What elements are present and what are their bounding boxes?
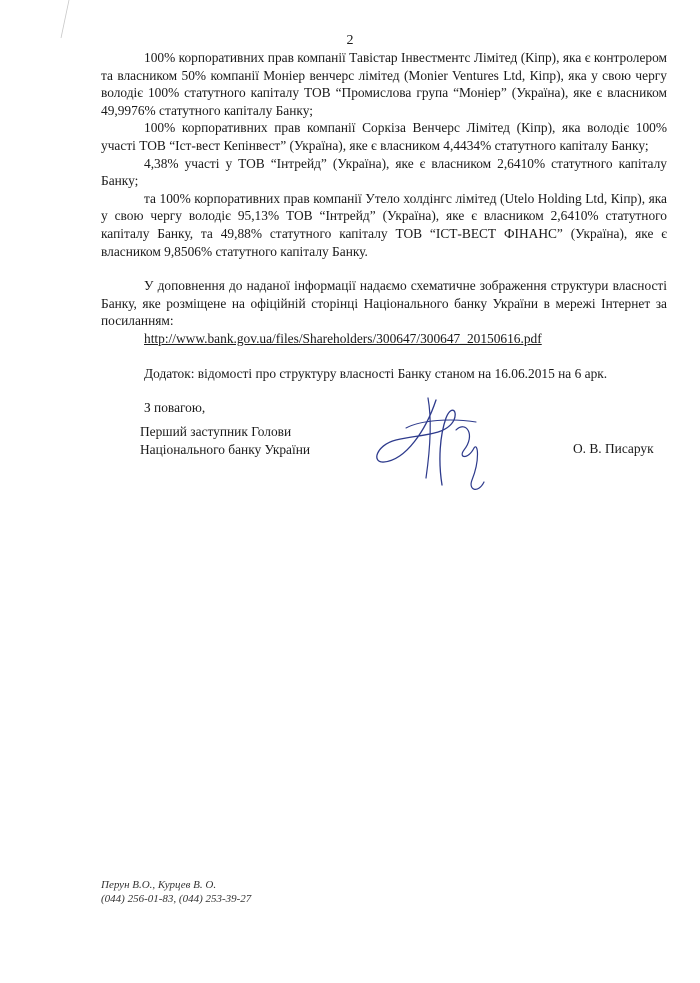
signatory-position-line-2: Національного банку України <box>140 442 311 457</box>
info-paragraph: У доповнення до наданої інформації надаємо схематичне зображення структури власності Банку, яке розміщене на офіційній сторінці Національного банку України в мережі Інтернет за посиланням: <box>101 278 667 329</box>
attachment-note: Додаток: відомості про структуру власності Банку станом на 16.06.2015 на 6 арк. <box>144 365 608 381</box>
ownership-paragraph-1: 100% корпоративних прав компанії Тавістар Інвестментс Лімітед (Кіпр), яка є контролером та власником 50% компанії Моніер венчерс лімітед (Monier Ventures Ltd, Кіпр), яка у свою чергу володіє 100% статутного капіталу ТОВ “Промислова група “Моніер” (Україна), яке є власником 49,9976% статутного капіталу Банку; <box>101 50 667 118</box>
ownership-paragraph-3: 4,38% участі у ТОВ “Інтрейд” (Україна), яке є власником 2,6410% статутного капіталу Банку; <box>101 155 667 189</box>
letter-body <box>101 49 667 417</box>
executor-info <box>101 878 251 906</box>
ownership-paragraph-2: 100% корпоративних прав компанії Соркіза Венчерс Лімітед (Кіпр), яка володіє 100% участі ТОВ “Іст-вест Кепінвест” (Україна), яке є власником 4,4434% статутного капіталу Банку; <box>101 120 667 153</box>
executor-names: Перун В.О., Курцев В. О. <box>101 879 217 891</box>
ownership-structure-link[interactable]: http://www.bank.gov.ua/files/Shareholders/300647/300647_20150616.pdf <box>144 330 542 346</box>
page-number: 2 <box>346 33 354 48</box>
closing-regards: З повагою, <box>144 400 206 416</box>
signatory-name: О. В. Писарук <box>573 441 654 456</box>
handwritten-signature <box>366 390 496 500</box>
executor-phones: (044) 256-01-83, (044) 253-39-27 <box>101 893 252 905</box>
ownership-paragraph-4: та 100% корпоративних прав компанії Утело холдінгс лімітед (Utelo Holding Ltd, Кіпр), яка у свою чергу володіє 95,13% ТОВ “Інтрейд” (Україна), яке є власником 2,6410% статутного капіталу Банку, та 49,88% статутного капіталу ТОВ “ІСТ-ВЕСТ ФІНАНС” (Україна), яке є власником 9,8506% статутного капіталу Банку. <box>101 190 667 259</box>
signatory-position <box>140 423 310 459</box>
signatory-position-line-1: Перший заступник Голови <box>140 424 292 439</box>
